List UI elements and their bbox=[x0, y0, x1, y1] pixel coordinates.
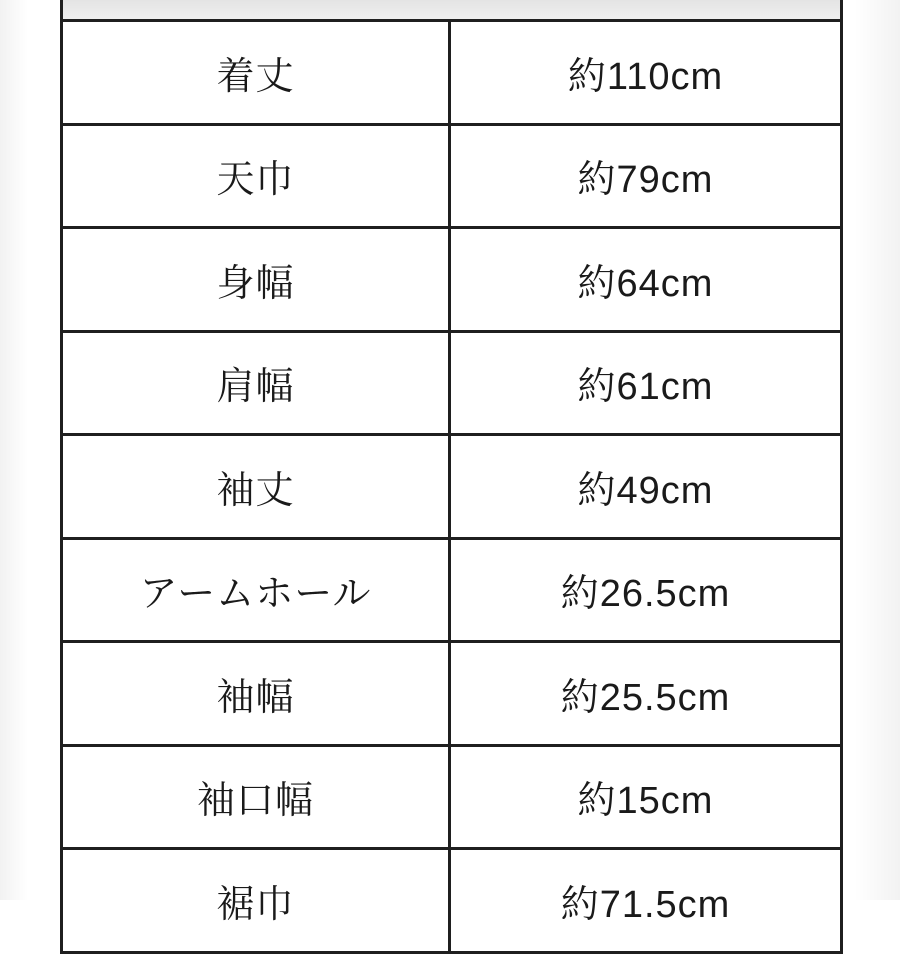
measurement-value: 約15cm bbox=[577, 780, 714, 823]
measurement-label: 天巾 bbox=[63, 126, 451, 227]
table-row bbox=[63, 126, 840, 230]
measurement-value: 約79cm bbox=[577, 159, 714, 202]
table-row bbox=[63, 22, 840, 126]
table-row bbox=[63, 747, 840, 851]
measurement-label: 裾巾 bbox=[63, 850, 451, 951]
table-row bbox=[63, 643, 840, 747]
measurement-label: 袖口幅 bbox=[63, 747, 451, 848]
table-row bbox=[63, 333, 840, 437]
size-measurement-table bbox=[60, 0, 843, 954]
measurement-value: 約61cm bbox=[577, 366, 714, 409]
measurement-value: 約49cm bbox=[577, 469, 714, 512]
table-row bbox=[63, 850, 840, 954]
measurement-label: 肩幅 bbox=[63, 333, 451, 434]
measurement-value: 約110cm bbox=[567, 55, 724, 98]
measurement-value: 約71.5cm bbox=[560, 883, 731, 926]
measurement-label: 袖幅 bbox=[63, 643, 451, 744]
measurement-label: 身幅 bbox=[63, 229, 451, 330]
table-row bbox=[63, 229, 840, 333]
measurement-label: 袖丈 bbox=[63, 436, 451, 537]
measurement-label: アームホール bbox=[63, 540, 451, 641]
measurement-value: 約64cm bbox=[577, 262, 714, 305]
measurement-value: 約26.5cm bbox=[560, 573, 731, 616]
measurement-label: 着丈 bbox=[63, 22, 451, 123]
measurement-value: 約25.5cm bbox=[560, 676, 731, 719]
table-row bbox=[63, 540, 840, 644]
table-header-strip bbox=[63, 0, 840, 22]
table-row bbox=[63, 436, 840, 540]
